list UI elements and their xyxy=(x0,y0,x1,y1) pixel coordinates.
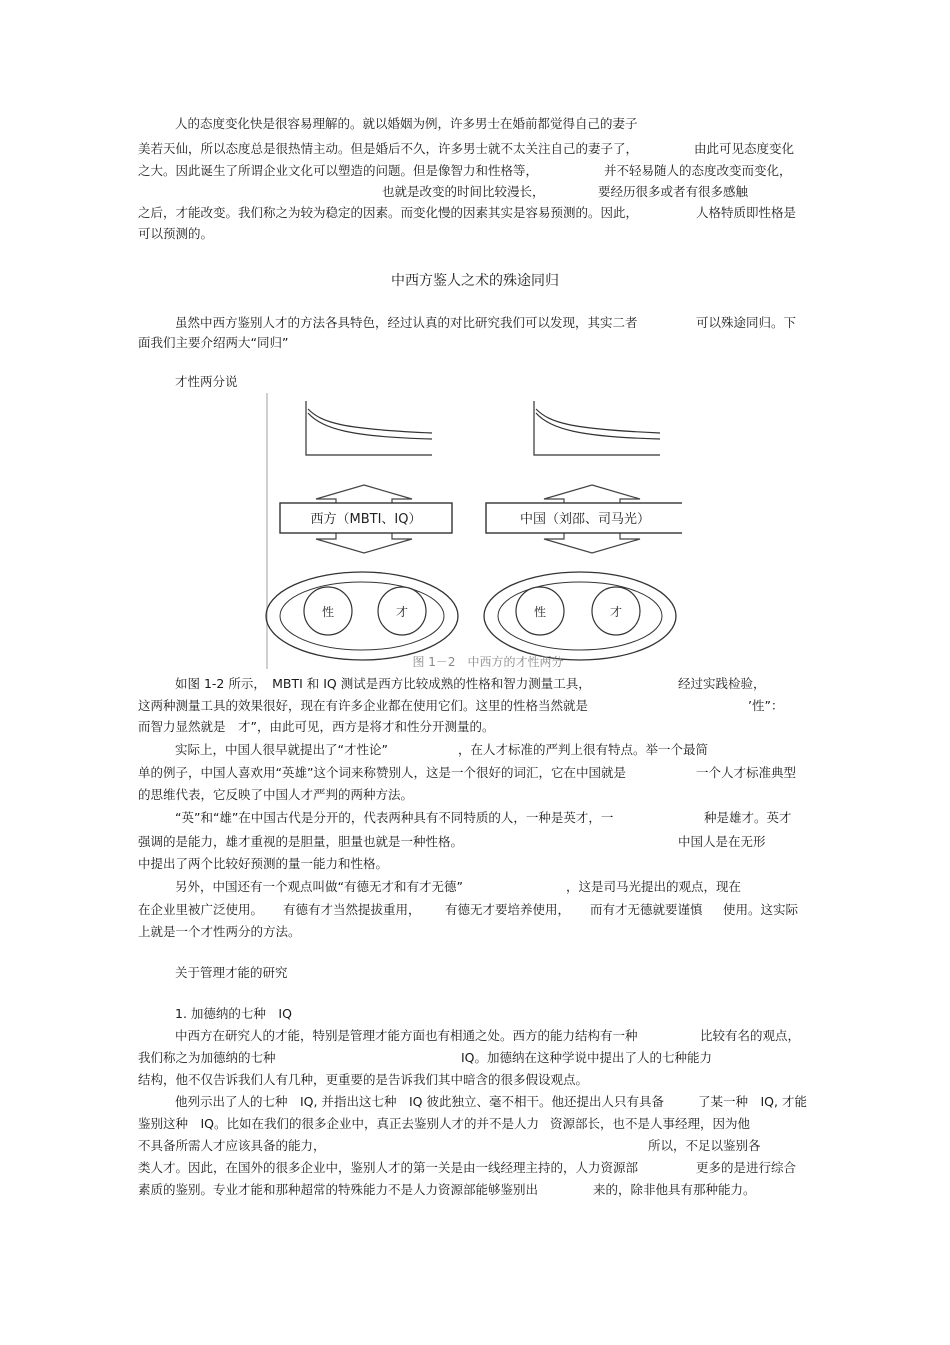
right-circle-nature-label: 性 xyxy=(533,605,547,619)
left-curve-chart xyxy=(306,401,432,455)
west-label: 西方（MBTI、IQ） xyxy=(310,512,422,527)
china-label: 中国（刘邵、司马光） xyxy=(519,512,651,527)
left-outer-ellipse xyxy=(266,572,458,660)
figure-caption: 图 1－2 中西方的才性两分 xyxy=(412,655,564,669)
left-circle-nature-label: 性 xyxy=(321,605,335,619)
right-outer-ellipse xyxy=(484,572,676,660)
figure-diagram xyxy=(262,393,682,671)
section-title: 中西方鉴人之术的殊途同归 xyxy=(391,273,559,289)
right-curve-chart xyxy=(534,401,660,455)
right-circle-talent-label: 才 xyxy=(609,605,623,619)
left-circle-talent-label: 才 xyxy=(395,605,409,619)
